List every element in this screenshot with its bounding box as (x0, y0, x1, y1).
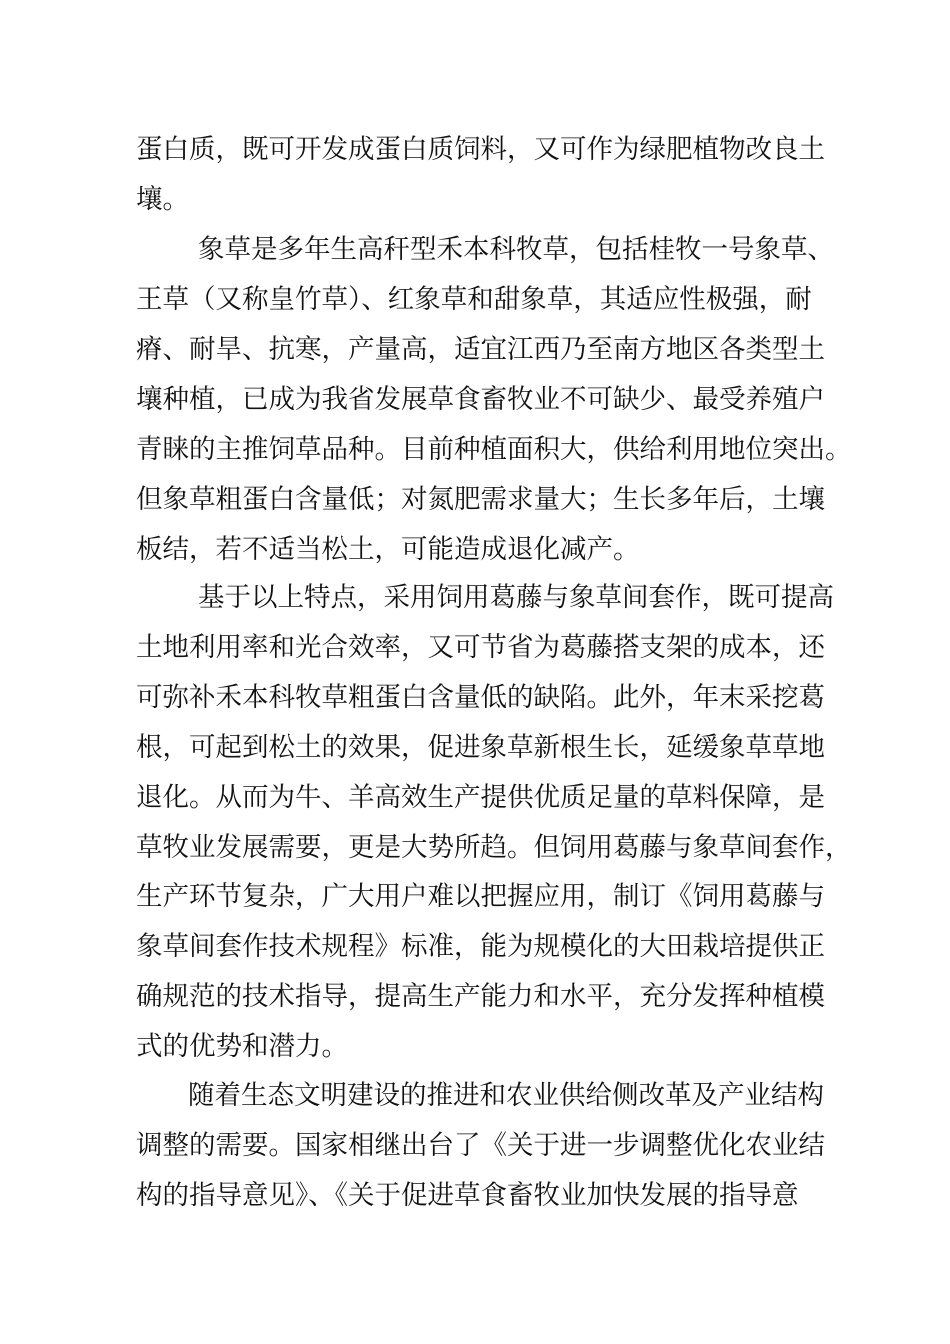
paragraph-line: 王草（又称皇竹草）、红象草和甜象草，其适应性极强，耐 (136, 284, 812, 315)
paragraph-line: 草牧业发展需要，更是大势所趋。但饲用葛藤与象草间套作， (136, 832, 852, 863)
paragraph-line: 生产环节复杂，广大用户难以把握应用，制订《饲用葛藤与 (136, 881, 825, 912)
paragraph-line: 青睐的主推饲草品种。目前种植面积大，供给利用地位突出。 (136, 434, 852, 465)
paragraph-line: 可弥补禾本科牧草粗蛋白含量低的缺陷。此外，年末采挖葛 (136, 682, 825, 713)
paragraph-line: 蛋白质，既可开发成蛋白质饲料，又可作为绿肥植物改良土 (136, 134, 825, 165)
paragraph-line: 壤种植，已成为我省发展草食畜牧业不可缺少、最受养殖户 (136, 384, 825, 415)
paragraph-line: 但象草粗蛋白含量低；对氮肥需求量大；生长多年后，土壤 (136, 484, 825, 515)
paragraph-line: 瘠、耐旱、抗寒，产量高，适宜江西乃至南方地区各类型土 (136, 334, 825, 365)
paragraph-line: 式的优势和潜力。 (136, 1031, 348, 1062)
paragraph-line: 调整的需要。国家相继出台了《关于进一步调整优化农业结 (136, 1130, 825, 1161)
paragraph-line: 板结，若不适当松土，可能造成退化减产。 (136, 534, 640, 565)
paragraph-line: 壤。 (136, 184, 189, 215)
paragraph-line: 基于以上特点，采用饲用葛藤与象草间套作，既可提高 (198, 582, 834, 613)
paragraph-line: 确规范的技术指导，提高生产能力和水平，充分发挥种植模 (136, 981, 825, 1012)
paragraph-line: 土地利用率和光合效率，又可节省为葛藤搭支架的成本，还 (136, 632, 825, 663)
paragraph-line: 根，可起到松土的效果，促进象草新根生长，延缓象草草地 (136, 732, 825, 763)
paragraph-line: 随着生态文明建设的推进和农业供给侧改革及产业结构 (188, 1080, 824, 1111)
paragraph-line: 退化。从而为牛、羊高效生产提供优质足量的草料保障，是 (136, 782, 825, 813)
paragraph-line: 象草是多年生高秆型禾本科牧草，包括桂牧一号象草、 (198, 234, 834, 265)
paragraph-line: 象草间套作技术规程》标准，能为规模化的大田栽培提供正 (136, 931, 825, 962)
paragraph-line: 构的指导意见》、《关于促进草食畜牧业加快发展的指导意 (136, 1180, 799, 1211)
